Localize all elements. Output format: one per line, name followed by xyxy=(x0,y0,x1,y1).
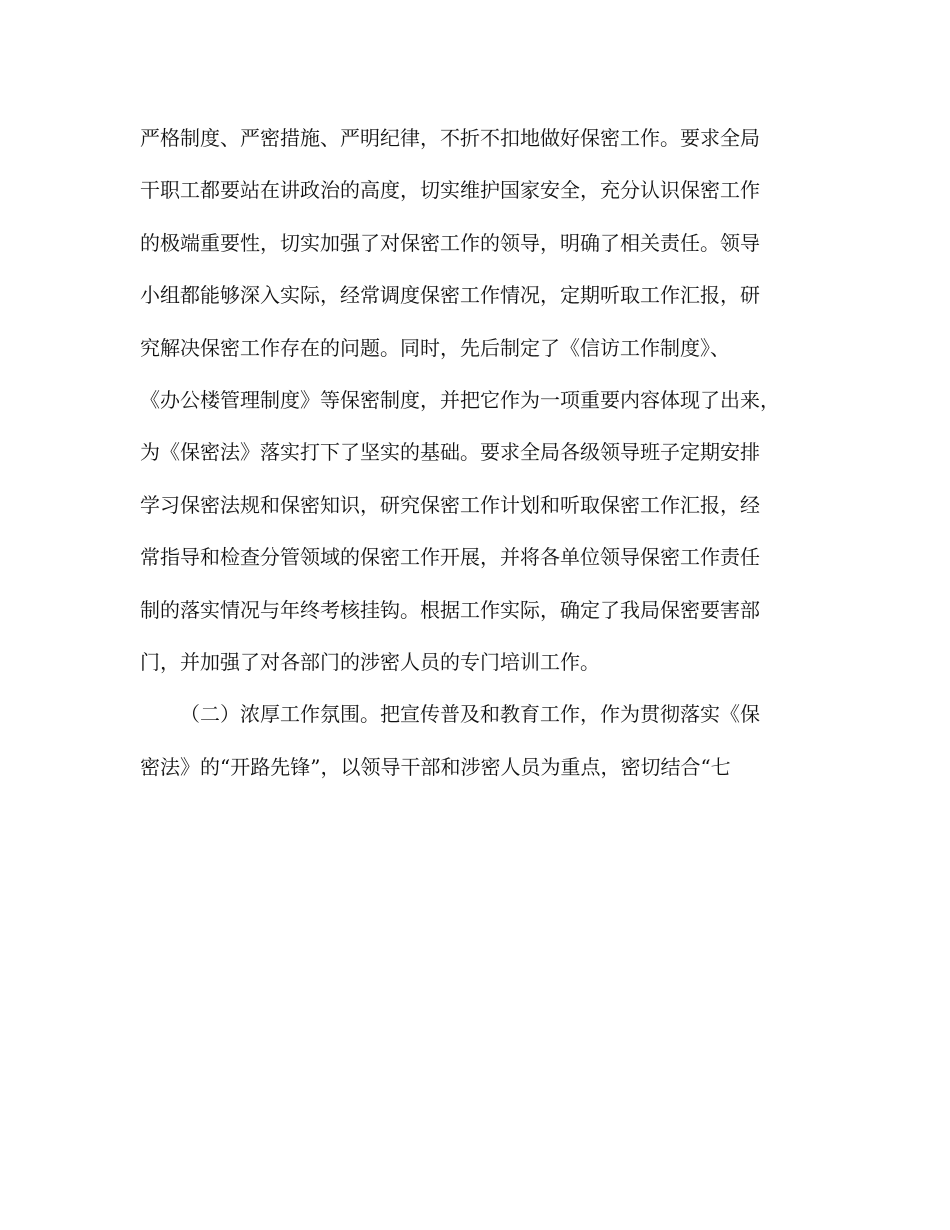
text-line: 密法》的“开路先锋”，以领导干部和涉密人员为重点，密切结合“七 xyxy=(140,754,731,779)
text-line: 严格制度、严密措施、严明纪律，不折不扣地做好保密工作。要求全局 xyxy=(140,126,760,150)
text-line: 究解决保密工作存在的问题。同时，先后制定了《信访工作制度》、 xyxy=(140,335,730,360)
text-line: 为《保密法》落实打下了坚实的基础。要求全局各级领导班子定期安排 xyxy=(140,440,760,465)
body-text xyxy=(140,128,820,809)
text-line: 门，并加强了对各部门的涉密人员的专门培训工作。 xyxy=(140,649,600,674)
text-line: 制的落实情况与年终考核挂钩。根据工作实际，确定了我局保密要害部 xyxy=(140,597,760,622)
text-line: 《办公楼管理制度》等保密制度，并把它作为一项重要内容体现了出来， xyxy=(140,387,780,412)
text-line: 小组都能够深入实际，经常调度保密工作情况，定期听取工作汇报，研 xyxy=(140,283,760,308)
text-line: 干职工都要站在讲政治的高度，切实维护国家安全，充分认识保密工作 xyxy=(140,178,760,203)
text-line: 的极端重要性，切实加强了对保密工作的领导，明确了相关责任。领导 xyxy=(140,230,760,255)
section-heading-line: （二）浓厚工作氛围。把宣传普及和教育工作，作为贯彻落实《保 xyxy=(180,702,760,727)
text-line: 常指导和检查分管领域的保密工作开展，并将各单位领导保密工作责任 xyxy=(140,545,760,570)
text-line: 学习保密法规和保密知识，研究保密工作计划和听取保密工作汇报，经 xyxy=(140,492,760,517)
